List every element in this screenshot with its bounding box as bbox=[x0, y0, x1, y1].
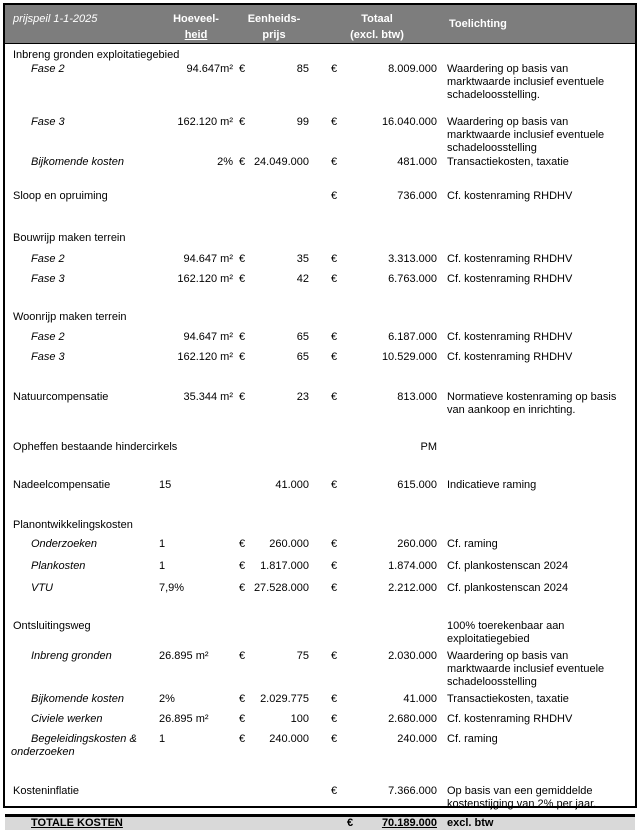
table-row bbox=[5, 441, 635, 454]
quantity-cell: 15 bbox=[159, 479, 172, 491]
total-currency-cell bbox=[311, 311, 343, 324]
total-currency-cell: € bbox=[331, 693, 338, 705]
total-currency-cell: € bbox=[331, 785, 338, 797]
total-row-label: TOTALE KOSTEN bbox=[31, 817, 123, 829]
total-currency-cell: € bbox=[331, 156, 338, 168]
unit-price-currency-cell bbox=[237, 519, 251, 532]
table-row bbox=[5, 582, 635, 595]
total-cell: 1.874.000 bbox=[388, 560, 437, 572]
unit-price-currency-cell: € bbox=[239, 116, 246, 128]
total-cell: 240.000 bbox=[397, 733, 437, 745]
unit-price-currency-cell bbox=[237, 785, 251, 811]
total-row-note: excl. btw bbox=[447, 817, 494, 829]
unit-price-cell: 65 bbox=[296, 331, 309, 343]
unit-price-cell bbox=[251, 49, 311, 62]
quantity-cell bbox=[155, 620, 237, 646]
unit-price-cell: 1.817.000 bbox=[260, 560, 309, 572]
row-label: Fase 3 bbox=[31, 351, 65, 363]
unit-price-cell: 75 bbox=[296, 650, 309, 662]
quantity-cell: 26.895 m² bbox=[159, 650, 209, 662]
unit-price-currency-cell: € bbox=[239, 582, 246, 594]
table-header bbox=[5, 5, 635, 44]
row-label: Planontwikkelingskosten bbox=[13, 519, 133, 531]
total-cell: 3.313.000 bbox=[388, 253, 437, 265]
row-label: Inbreng gronden bbox=[31, 650, 112, 662]
table-row bbox=[5, 713, 635, 726]
unit-price-currency-cell: € bbox=[239, 733, 246, 745]
total-cell: 7.366.000 bbox=[388, 785, 437, 797]
table-row bbox=[5, 560, 635, 573]
total-cell: 41.000 bbox=[403, 693, 437, 705]
total-currency-cell: € bbox=[331, 253, 338, 265]
unit-price-currency-cell bbox=[237, 311, 251, 324]
total-row-currency: € bbox=[347, 817, 354, 829]
table-row bbox=[5, 519, 635, 532]
quantity-cell: 26.895 m² bbox=[159, 713, 209, 725]
quantity-cell: 162.120 m² bbox=[177, 116, 233, 128]
row-label: Civiele werken bbox=[31, 713, 103, 725]
unit-price-currency-cell bbox=[237, 49, 251, 62]
row-label: Fase 3 bbox=[31, 116, 65, 128]
note-cell: 100% toerekenbaar aan exploitatiegebied bbox=[447, 620, 565, 645]
row-label: Nadeelcompensatie bbox=[13, 479, 111, 491]
unit-price-cell: 85 bbox=[296, 63, 309, 75]
table-row bbox=[5, 156, 635, 169]
table-row bbox=[5, 620, 635, 646]
total-cell: 813.000 bbox=[397, 391, 437, 403]
unit-price-currency-cell: € bbox=[239, 713, 246, 725]
total-cell bbox=[343, 49, 443, 62]
unit-price-cell bbox=[251, 519, 311, 532]
quantity-cell: 1 bbox=[159, 560, 166, 572]
quantity-cell: 7,9% bbox=[159, 582, 185, 594]
note-cell: Cf. plankostenscan 2024 bbox=[447, 582, 569, 594]
quantity-cell: 94.647m² bbox=[186, 63, 233, 75]
total-cell: 6.763.000 bbox=[388, 273, 437, 285]
table-row bbox=[5, 479, 635, 492]
total-row bbox=[5, 814, 635, 830]
note-cell: Cf. kostenraming RHDHV bbox=[447, 351, 573, 363]
quantity-cell bbox=[155, 49, 237, 62]
note-cell: Cf. kostenraming RHDHV bbox=[447, 253, 573, 265]
total-cell bbox=[343, 311, 443, 324]
quantity-cell: 1 bbox=[159, 538, 166, 550]
total-currency-cell: € bbox=[331, 560, 338, 572]
table-row bbox=[5, 190, 635, 203]
row-label: Bouwrijp maken terrein bbox=[13, 232, 126, 244]
unit-price-header-line2: prijs bbox=[262, 29, 286, 41]
note-cell: Op basis van een gemiddelde kostenstijging van 2% per jaar. bbox=[447, 785, 597, 810]
total-currency-cell: € bbox=[331, 331, 338, 343]
unit-price-currency-cell: € bbox=[239, 156, 246, 168]
total-currency-cell bbox=[311, 232, 343, 245]
unit-price-cell bbox=[251, 441, 311, 454]
unit-price-currency-cell: € bbox=[239, 650, 246, 662]
row-label: Onderzoeken bbox=[31, 538, 98, 550]
total-header-line2: (excl. btw) bbox=[350, 29, 404, 41]
note-cell bbox=[443, 441, 635, 454]
unit-price-currency-cell bbox=[237, 232, 251, 245]
unit-price-cell: 41.000 bbox=[275, 479, 309, 491]
unit-price-cell bbox=[251, 190, 311, 203]
total-cell: 260.000 bbox=[397, 538, 437, 550]
unit-price-currency-cell: € bbox=[239, 560, 246, 572]
quantity-cell bbox=[155, 785, 237, 811]
table-row bbox=[5, 331, 635, 344]
note-cell: Cf. kostenraming RHDHV bbox=[447, 331, 573, 343]
unit-price-cell: 65 bbox=[296, 351, 309, 363]
total-currency-cell: € bbox=[331, 190, 338, 202]
unit-price-header-line1: Eenheids- bbox=[247, 13, 301, 25]
table-row bbox=[5, 733, 635, 759]
total-cell: 2.212.000 bbox=[388, 582, 437, 594]
unit-price-currency-cell: € bbox=[239, 391, 246, 403]
row-label: Natuurcompensatie bbox=[13, 391, 109, 403]
total-cell: 2.680.000 bbox=[388, 713, 437, 725]
total-cell: PM bbox=[420, 441, 437, 453]
total-currency-cell: € bbox=[331, 351, 338, 363]
total-currency-cell bbox=[311, 620, 343, 646]
total-currency-cell: € bbox=[331, 391, 338, 403]
quantity-cell: 1 bbox=[159, 733, 166, 745]
table-row bbox=[5, 253, 635, 266]
quantity-header-line2: heid bbox=[184, 29, 208, 41]
quantity-cell: 2% bbox=[159, 693, 175, 705]
note-cell: Indicatieve raming bbox=[447, 479, 537, 491]
column-header-quantity bbox=[155, 5, 237, 43]
total-header-line1: Totaal bbox=[361, 13, 393, 25]
note-cell: Waardering op basis van marktwaarde inclusief eventuele schadeloosstelling. bbox=[447, 63, 605, 101]
price-level-label: prijspeil 1-1-2025 bbox=[13, 13, 98, 25]
row-label: Plankosten bbox=[31, 560, 86, 572]
row-label: Fase 2 bbox=[31, 63, 65, 75]
table-row bbox=[5, 391, 635, 417]
quantity-cell bbox=[155, 519, 237, 532]
total-cell: 736.000 bbox=[397, 190, 437, 202]
unit-price-currency-cell: € bbox=[239, 538, 246, 550]
note-cell: Cf. raming bbox=[447, 538, 498, 550]
table-row bbox=[5, 116, 635, 155]
quantity-cell: 94.647 m² bbox=[183, 331, 233, 343]
total-currency-cell: € bbox=[331, 582, 338, 594]
unit-price-currency-cell: € bbox=[239, 351, 246, 363]
note-cell bbox=[443, 49, 635, 62]
table-row bbox=[5, 63, 635, 102]
row-label: Begeleidingskosten & onderzoeken bbox=[5, 733, 155, 759]
table-row bbox=[5, 650, 635, 689]
note-cell bbox=[443, 311, 635, 324]
unit-price-cell: 35 bbox=[296, 253, 309, 265]
unit-price-cell: 27.528.000 bbox=[253, 582, 309, 594]
total-cell bbox=[343, 232, 443, 245]
table-row bbox=[5, 351, 635, 364]
unit-price-cell bbox=[251, 620, 311, 646]
total-currency-cell bbox=[311, 441, 343, 454]
unit-price-cell: 99 bbox=[296, 116, 309, 128]
note-cell: Waardering op basis van marktwaarde inclusief eventuele schadeloosstelling bbox=[447, 650, 605, 688]
row-label: Inbreng gronden exploitatiegebied bbox=[13, 49, 180, 61]
unit-price-currency-cell: € bbox=[239, 63, 246, 75]
row-label: Woonrijp maken terrein bbox=[13, 311, 127, 323]
note-cell: Cf. raming bbox=[447, 733, 498, 745]
unit-price-currency-cell: € bbox=[239, 331, 246, 343]
cost-table bbox=[3, 3, 637, 829]
unit-price-cell: 2.029.775 bbox=[260, 693, 309, 705]
note-cell: Transactiekosten, taxatie bbox=[447, 156, 569, 168]
total-currency-cell: € bbox=[331, 713, 338, 725]
unit-price-cell bbox=[251, 232, 311, 245]
unit-price-currency-cell: € bbox=[239, 253, 246, 265]
quantity-cell bbox=[155, 311, 237, 324]
table-row bbox=[5, 232, 635, 245]
quantity-cell bbox=[155, 190, 237, 203]
note-cell: Cf. kostenraming RHDHV bbox=[447, 713, 573, 725]
note-cell bbox=[443, 232, 635, 245]
note-cell: Cf. plankostenscan 2024 bbox=[447, 560, 569, 572]
unit-price-cell: 42 bbox=[296, 273, 309, 285]
quantity-cell: 35.344 m² bbox=[183, 391, 233, 403]
total-currency-cell: € bbox=[331, 733, 338, 745]
total-cell: 2.030.000 bbox=[388, 650, 437, 662]
column-header-note: Toelichting bbox=[449, 18, 507, 30]
row-label: Bijkomende kosten bbox=[31, 693, 124, 705]
row-label: Fase 2 bbox=[31, 253, 65, 265]
note-cell: Cf. kostenraming RHDHV bbox=[447, 273, 573, 285]
quantity-header-line1: Hoeveel- bbox=[173, 13, 219, 25]
total-cell: 6.187.000 bbox=[388, 331, 437, 343]
row-label: Bijkomende kosten bbox=[31, 156, 124, 168]
row-label: Opheffen bestaande hindercirkels bbox=[13, 441, 178, 453]
row-label: VTU bbox=[31, 582, 53, 594]
total-cell: 481.000 bbox=[397, 156, 437, 168]
total-currency-cell bbox=[311, 519, 343, 532]
row-label: Sloop en opruiming bbox=[13, 190, 108, 202]
unit-price-cell bbox=[251, 785, 311, 811]
note-cell: Transactiekosten, taxatie bbox=[447, 693, 569, 705]
unit-price-currency-cell bbox=[237, 441, 251, 454]
unit-price-cell: 23 bbox=[296, 391, 309, 403]
table-row bbox=[5, 693, 635, 706]
total-currency-cell: € bbox=[331, 650, 338, 662]
total-cell: 615.000 bbox=[397, 479, 437, 491]
total-currency-cell: € bbox=[331, 479, 338, 491]
total-cell: 16.040.000 bbox=[381, 116, 437, 128]
unit-price-cell: 100 bbox=[290, 713, 309, 725]
total-cell: 10.529.000 bbox=[381, 351, 437, 363]
unit-price-currency-cell bbox=[237, 479, 251, 492]
table-row bbox=[5, 311, 635, 324]
note-cell bbox=[443, 519, 635, 532]
unit-price-currency-cell bbox=[237, 620, 251, 646]
column-header-total bbox=[311, 5, 443, 43]
unit-price-cell: 240.000 bbox=[269, 733, 309, 745]
table-row bbox=[5, 273, 635, 286]
total-currency-cell: € bbox=[331, 273, 338, 285]
unit-price-currency-cell bbox=[237, 190, 251, 203]
quantity-cell: 162.120 m² bbox=[177, 273, 233, 285]
total-currency-cell: € bbox=[331, 538, 338, 550]
row-label: Fase 3 bbox=[31, 273, 65, 285]
row-label-line2: onderzoeken bbox=[11, 746, 75, 758]
quantity-cell: 2% bbox=[217, 156, 233, 168]
total-cell: 8.009.000 bbox=[388, 63, 437, 75]
table-body bbox=[5, 44, 635, 811]
total-currency-cell: € bbox=[331, 116, 338, 128]
unit-price-cell bbox=[251, 311, 311, 324]
total-currency-cell: € bbox=[331, 63, 338, 75]
total-currency-cell bbox=[311, 49, 343, 62]
table-row bbox=[5, 538, 635, 551]
total-cell bbox=[343, 519, 443, 532]
table-row bbox=[5, 785, 635, 811]
table-row bbox=[5, 49, 635, 62]
note-cell: Waardering op basis van marktwaarde inclusief eventuele schadeloosstelling bbox=[447, 116, 605, 154]
row-label: Kosteninflatie bbox=[13, 785, 80, 797]
total-row-value: 70.189.000 bbox=[381, 817, 437, 829]
note-cell: Normatieve kostenraming op basis van aankoop en inrichting. bbox=[447, 391, 617, 416]
quantity-cell: 162.120 m² bbox=[177, 351, 233, 363]
note-cell: Cf. kostenraming RHDHV bbox=[447, 190, 573, 202]
row-label: Fase 2 bbox=[31, 331, 65, 343]
total-cell bbox=[343, 620, 443, 646]
unit-price-cell: 260.000 bbox=[269, 538, 309, 550]
quantity-cell bbox=[155, 441, 237, 454]
row-label: Ontsluitingsweg bbox=[13, 620, 91, 632]
column-header-unit-price bbox=[237, 5, 311, 43]
quantity-cell: 94.647 m² bbox=[183, 253, 233, 265]
quantity-cell bbox=[155, 232, 237, 245]
unit-price-currency-cell: € bbox=[239, 693, 246, 705]
unit-price-cell: 24.049.000 bbox=[253, 156, 309, 168]
unit-price-currency-cell: € bbox=[239, 273, 246, 285]
